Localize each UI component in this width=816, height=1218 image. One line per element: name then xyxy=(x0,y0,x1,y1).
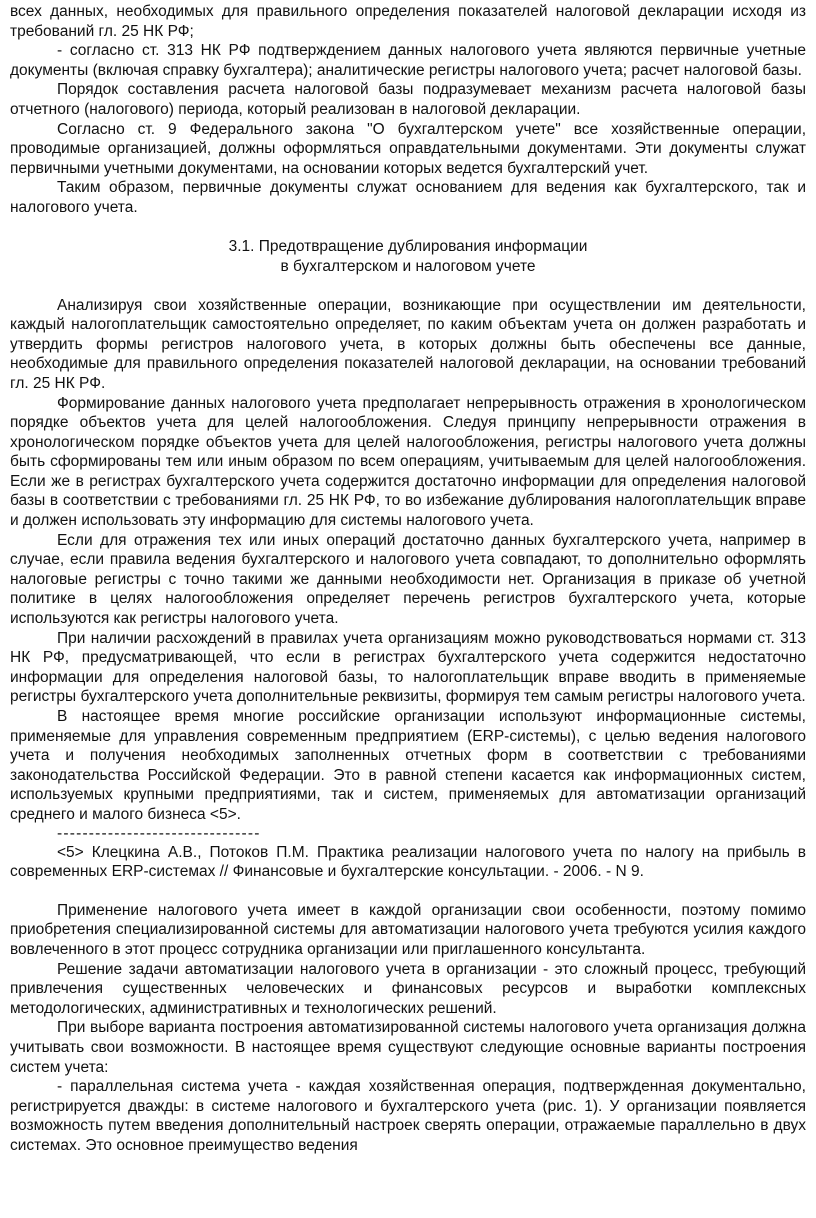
paragraph: При наличии расхождений в правилах учета организациям можно руководствоваться нормами ст. 313 НК РФ, предусматривающей, что если в регистрах бухгалтерского учета содержится недостаточно информации для определения налоговой базы, то налогоплательщик вправе вводить в применяемые регистры бухгалтерского учета дополнительные реквизиты, формируя тем самым регистры налогового учета. xyxy=(10,629,806,706)
section-heading-line: в бухгалтерском и налоговом учете xyxy=(280,257,536,275)
paragraph: - параллельная система учета - каждая хозяйственная операция, подтвержденная документально, регистрируется дважды: в системе налогового и бухгалтерского учета (рис. 1). У организации появляется возможность путем введения дополнительный настроек сверять операции, отражаемые параллельно в двух системах. Это основное преимущество ведения xyxy=(10,1078,806,1154)
paragraph: Анализируя свои хозяйственные операции, возникающие при осуществлении им деятельности, каждый налогоплательщик самостоятельно определяет, по каким объектам учета он должен разработать и утвердить формы регистров налогового учета, в которых должны быть обеспечены все данные, необходимые для правильного определения показателей налоговой декларации, на основании требований гл. 25 НК РФ. xyxy=(10,296,806,392)
paragraph: Порядок составления расчета налоговой базы подразумевает механизм расчета налоговой базы отчетного (налогового) периода, который реализован в налоговой декларации. xyxy=(10,81,806,118)
document-page xyxy=(10,2,806,1155)
paragraph: В настоящее время многие российские организации используют информационные системы, применяемые для управления современным предприятием (ERP-системы), с целью ведения налогового учета и получения необходимых заполненных отчетных форм в соответствии с требованиями законодательства Российской Федерации. Это в равной степени касается как информационных систем, используемых крупными предприятиями, так и систем, применяемых для автоматизации организаций среднего и малого бизнеса <5>. xyxy=(10,708,806,823)
paragraph: Формирование данных налогового учета предполагает непрерывность отражения в хронологическом порядке объектов учета для целей налогообложения. Следуя принципу непрерывности отражения в хронологическом порядке объектов учета для целей налогообложения, регистры налогового учета должны быть сформированы тем или иным образом по всем операциям, учитываемым для целей налогообложения. Если же в регистрах бухгалтерского учета содержится достаточно информации для определения налоговой базы в соответствии с требованиями гл. 25 НК РФ, то во избежание дублирования налогоплательщик вправе и должен использовать эту информацию для системы налогового учета. xyxy=(10,394,806,530)
paragraph: - согласно ст. 313 НК РФ подтверждением данных налогового учета являются первичные учетные документы (включая справку бухгалтера); аналитические регистры налогового учета; расчет налоговой базы. xyxy=(10,42,806,79)
paragraph: Применение налогового учета имеет в каждой организации свои особенности, поэтому помимо приобретения специализированной системы для автоматизации налогового учета требуются усилия каждого вовлеченного в этот процесс сотрудника организации или приглашенного консультанта. xyxy=(10,901,806,958)
paragraph: Таким образом, первичные документы служат основанием для ведения как бухгалтерского, так и налогового учета. xyxy=(10,179,806,216)
footnote: <5> Клецкина А.В., Потоков П.М. Практика реализации налогового учета по налогу на прибыль в современных ERP-системах // Финансовые и бухгалтерские консультации. - 2006. - N 9. xyxy=(10,843,806,881)
paragraph: Согласно ст. 9 Федерального закона "О бухгалтерском учете" все хозяйственные операции, проводимые организацией, должны оформляться оправдательными документами. Эти документы служат первичными учетными документами, на основании которых ведется бухгалтерский учет. xyxy=(10,120,806,177)
paragraph: Если для отражения тех или иных операций достаточно данных бухгалтерского учета, например в случае, если правила ведения бухгалтерского и налогового учета совпадают, то дополнительно оформлять налоговые регистры с точно такими же данными необходимости нет. Организация в приказе об учетной политике в целях налогообложения определяет перечень регистров бухгалтерского учета, которые используются как регистры налогового учета. xyxy=(10,531,806,628)
paragraph: всех данных, необходимых для правильного определения показателей налоговой декларации исходя из требований гл. 25 НК РФ; xyxy=(10,3,806,40)
paragraph: Решение задачи автоматизации налогового учета в организации - это сложный процесс, требующий привлечения существенных человеческих и финансовых ресурсов и выработки комплексных методологических, административных и технологических решений. xyxy=(10,960,806,1017)
paragraph: При выборе варианта построения автоматизированной системы налогового учета организация должна учитывать свои возможности. В настоящее время существуют следующие основные варианты построения систем учета: xyxy=(10,1019,806,1076)
section-heading-line: 3.1. Предотвращение дублирования информации xyxy=(228,237,588,255)
footnote-separator: -------------------------------- xyxy=(57,824,261,842)
section-heading xyxy=(10,237,806,277)
